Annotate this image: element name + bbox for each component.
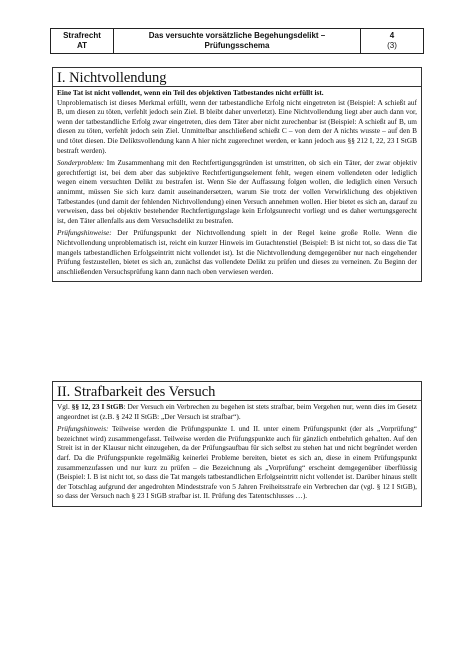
section-body <box>53 87 421 281</box>
paragraph-text: Teilweise werden die Prüfungspunkte I. und II. unter einem Prüfungspunkt (der als „Vorprüfung“ bezeichnet wird) zusammengefasst. Teilweise werden die Prüfungspunkte auch für gänzlich entbehrlich gehalten. Auf den Streit ist in der Klausur nicht einzugehen, da der Prüfungsaufbau für sich selbst zu stehen hat und nicht begründet werden darf. Da die Prüfungspunkte regelmäßig keinerlei Probleme bereiten, bietet es sich an, diese in einem Prüfungspunkt zusammenzufassen und nur kurz zu prüfen – die Bezeichnung als „Vorprüfung“ erscheint demgegenüber überflüssig (Beispiel: I. B ist nicht tot, so dass die Tat mangels tatbestandlichen Erfolgseintritt nicht vollendet ist. Darüber hinaus stellt der Totschlag aufgrund der angedrohten Mindeststrafe von 5 Jahren Freiheitsstrafe ein Verbrechen dar (vgl. § 12 I StGB), so dass der Versuch nach § 23 I StGB strafbar ist. II. Prüfung des Tatentschlusses …). <box>57 424 417 501</box>
thesis-text: Eine Tat ist nicht vollendet, wenn ein Teil des objektiven Tatbestandes nicht erfüllt ist. <box>57 88 324 97</box>
header-table <box>50 28 424 54</box>
page-sub: (3) <box>387 41 397 50</box>
section-nichtvollendung <box>52 67 422 282</box>
paragraph-special-problem <box>57 158 417 225</box>
special-problem-label: Sonderproblem: <box>57 158 105 168</box>
section-body <box>53 401 421 506</box>
paragraph-text: Im Zusammenhang mit den Rechtfertigungsgründen ist umstritten, ob sich ein Täter, der zwar objektiv gerechtfertigt ist, bei dem aber das subjektive Rechtfertigungselement fehlt, wegen einem vollendeten oder lediglich wegen einem versuchten Delikt zu bestrafen ist. Wenn Sie der Auffassung folgen wollen, die lediglich einen Versuch annimmt, müssen Sie sich kurz damit auseinandersetzen, warum Sie trotz der vollen Verwirklichung des objektiven Tatbestandes (und damit der fehlenden Nichtvollendung) einen Versuch annehmen wollen. Hier bietet es sich an, darauf zu verweisen, dass bei objektiv bestehender Rechtfertigungslage kein Erfolgsunrecht vorliegt und es daher wertungsgerecht ist, den Täter allenfalls aus dem Versuchsdelikt zu bestrafen. <box>57 158 417 225</box>
paragraph-text: Unproblematisch ist dieses Merkmal erfüllt, wenn der tatbestandliche Erfolg nicht eingetreten ist (Beispiel: A schießt auf B, um diesen zu töten, verfehlt jedoch sein Ziel. B bleibt daher unverletzt). Eine Nichtvollendung liegt aber auch dann vor, wenn der tatbestandliche Erfolg zwar eingetreten, dies dem Täter aber nicht zurechenbar ist (Beispiel: A schießt auf B, um diesen zu töten, verfehlt jedoch sein Ziel. Unmittelbar anschließend schießt C – von dem der A nichts wusste – auf den B und tötet diesen. Die Deliktsvollendung kann A hier nicht zugerechnet werden, er kann jedoch aus §§ 212 I, 22, 23 I StGB bestraft werden). <box>57 97 417 155</box>
title-cell <box>114 29 361 54</box>
section-heading: II. Strafbarkeit des Versuch <box>53 382 421 401</box>
section-heading: I. Nichtvollendung <box>53 68 421 87</box>
subject-line2: AT <box>76 41 88 50</box>
paragraph-unproblematic <box>57 98 417 156</box>
statute-label: §§ 12, 23 I StGB <box>71 402 124 411</box>
title-line2: Prüfungsschema <box>204 41 270 50</box>
paragraph-text: Der Prüfungspunkt der Nichtvollendung spielt in der Regel keine große Rolle. Wenn die Nichtvollendung unproblematisch ist, reicht ein kurzer Hinweis im Gutachtenstiel (Beispiel: B ist nicht tot, so dass die Tat mangels tatbestandlichen Erfolgseintritt nicht vollendet ist). Ist die Nichtvollendung demgegenüber nur nach eingehender Prüfung festzustellen, bietet es sich an, zunächst das vollendete Delikt zu prüfen und dieses zu verneinen. Zu Beginn der anschließenden Versuchsprüfung kann dann nach oben verwiesen werden. <box>57 228 417 276</box>
page-number: 4 <box>389 31 395 40</box>
subject-line1: Strafrecht <box>63 31 101 40</box>
paragraph-exam-hints <box>57 228 417 276</box>
section-strafbarkeit <box>52 381 422 507</box>
paragraph-text: : Der Versuch ein Verbrechen zu begehen ist stets strafbar, beim Vergehen nur, wenn dies im Gesetz angeordnet ist (z.B. § 242 II StGB: „Der Versuch ist strafbar“). <box>57 402 417 421</box>
paragraph-exam-hint <box>57 424 417 501</box>
title-line1: Das versuchte vorsätzliche Begehungsdelikt – <box>148 31 326 40</box>
page-cell <box>361 29 424 54</box>
exam-hints-label: Prüfungshinweise: <box>57 228 112 238</box>
paragraph-statute <box>57 402 417 421</box>
subject-cell <box>51 29 114 54</box>
exam-hint-label: Prüfungshinweis: <box>57 424 109 434</box>
statute-prefix: Vgl. <box>57 402 72 411</box>
